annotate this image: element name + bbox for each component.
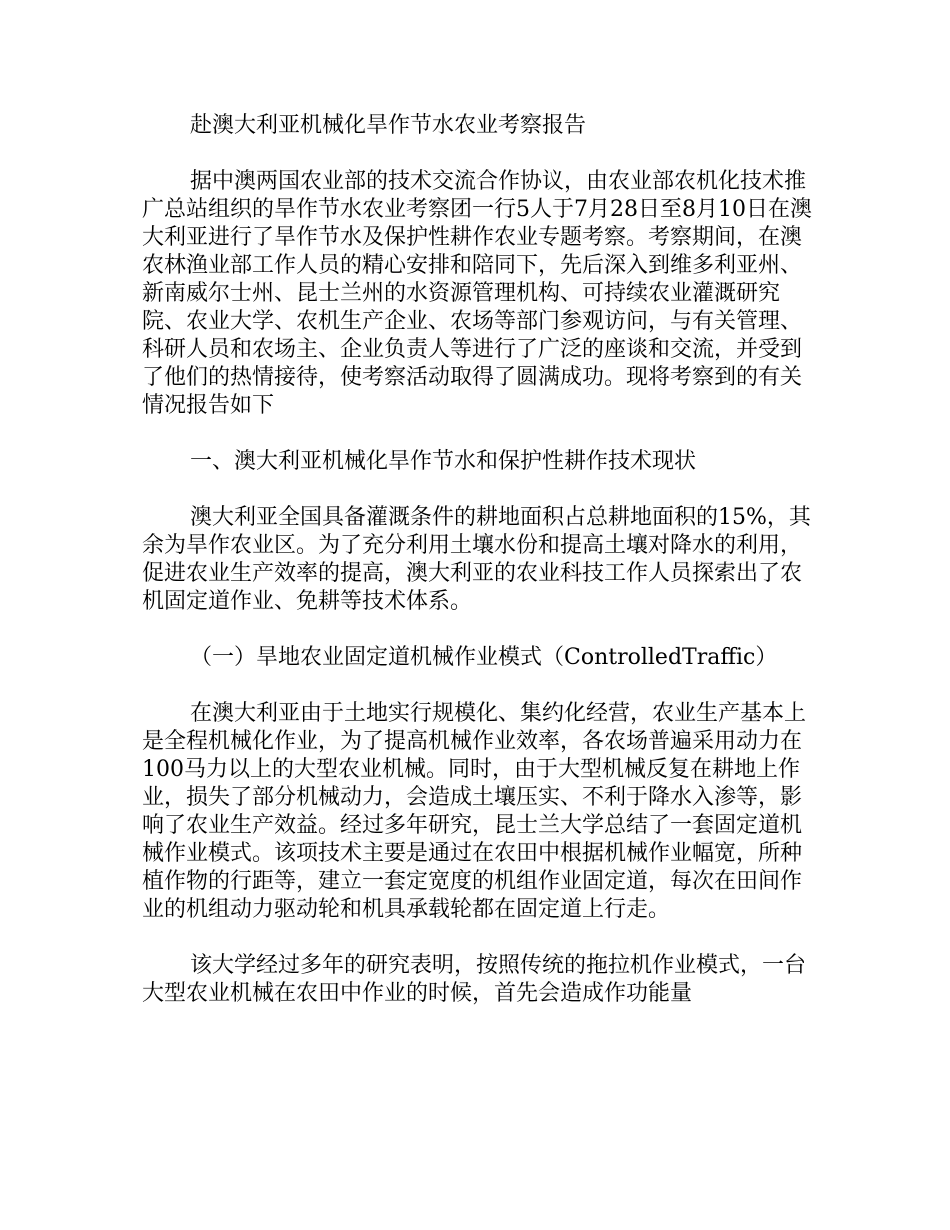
spacer xyxy=(142,140,814,168)
section-1-heading: 一、澳大利亚机械化旱作节水和保护性耕作技术现状 xyxy=(190,449,697,474)
spacer xyxy=(142,420,814,448)
spacer xyxy=(142,672,814,700)
subsection-1-paragraph-2: 该大学经过多年的研究表明，按照传统的拖拉机作业模式，一台大型农业机械在农田中作业的时候，首先会造成作功能量 xyxy=(142,953,807,1006)
intro-paragraph: 据中澳两国农业部的技术交流合作协议，由农业部农机化技术推广总站组织的旱作节水农业考察团一行5人于7月28日至8月10日在澳大利亚进行了旱作节水及保护性耕作农业专题考察。考察期间，在澳农林渔业部工作人员的精心安排和陪同下，先后深入到维多利亚州、新南威尔士州、昆士兰州的水资源管理机构、可持续农业灌溉研究院、农业大学、农机生产企业、农场等部门参观访问，与有关管理、科研人员和农场主、企业负责人等进行了广泛的座谈和交流，并受到了他们的热情接待，使考察活动取得了圆满成功。现将考察到的有关情况报告如下 xyxy=(142,169,812,418)
spacer xyxy=(142,476,814,504)
document-title: 赴澳大利亚机械化旱作节水农业考察报告 xyxy=(190,113,587,138)
section-1-paragraph: 澳大利亚全国具备灌溉条件的耕地面积占总耕地面积的15%，其余为旱作农业区。为了充分利用土壤水份和提高土壤对降水的利用，促进农业生产效率的提高，澳大利亚的农业科技工作人员探索出了农机固定道作业、免耕等技术体系。 xyxy=(142,505,811,614)
subsection-1-heading: （一）旱地农业固定道机械作业模式（ControlledTraffic） xyxy=(190,645,778,670)
spacer xyxy=(142,924,814,952)
subsection-1-paragraph-1: 在澳大利亚由于土地实行规模化、集约化经营，农业生产基本上是全程机械化作业，为了提高机械作业效率，各农场普遍采用动力在100马力以上的大型农业机械。同时，由于大型机械反复在耕地上作业，损失了部分机械动力，会造成土壤压实、不利于降水入渗等，影响了农业生产效益。经过多年研究，昆士兰大学总结了一套固定道机械作业模式。该项技术主要是通过在农田中根据机械作业幅宽，所种植作物的行距等，建立一套定宽度的机组作业固定道，每次在田间作业的机组动力驱动轮和机具承载轮都在固定道上行走。 xyxy=(142,701,807,922)
document-page xyxy=(142,112,814,1008)
spacer xyxy=(142,616,814,644)
